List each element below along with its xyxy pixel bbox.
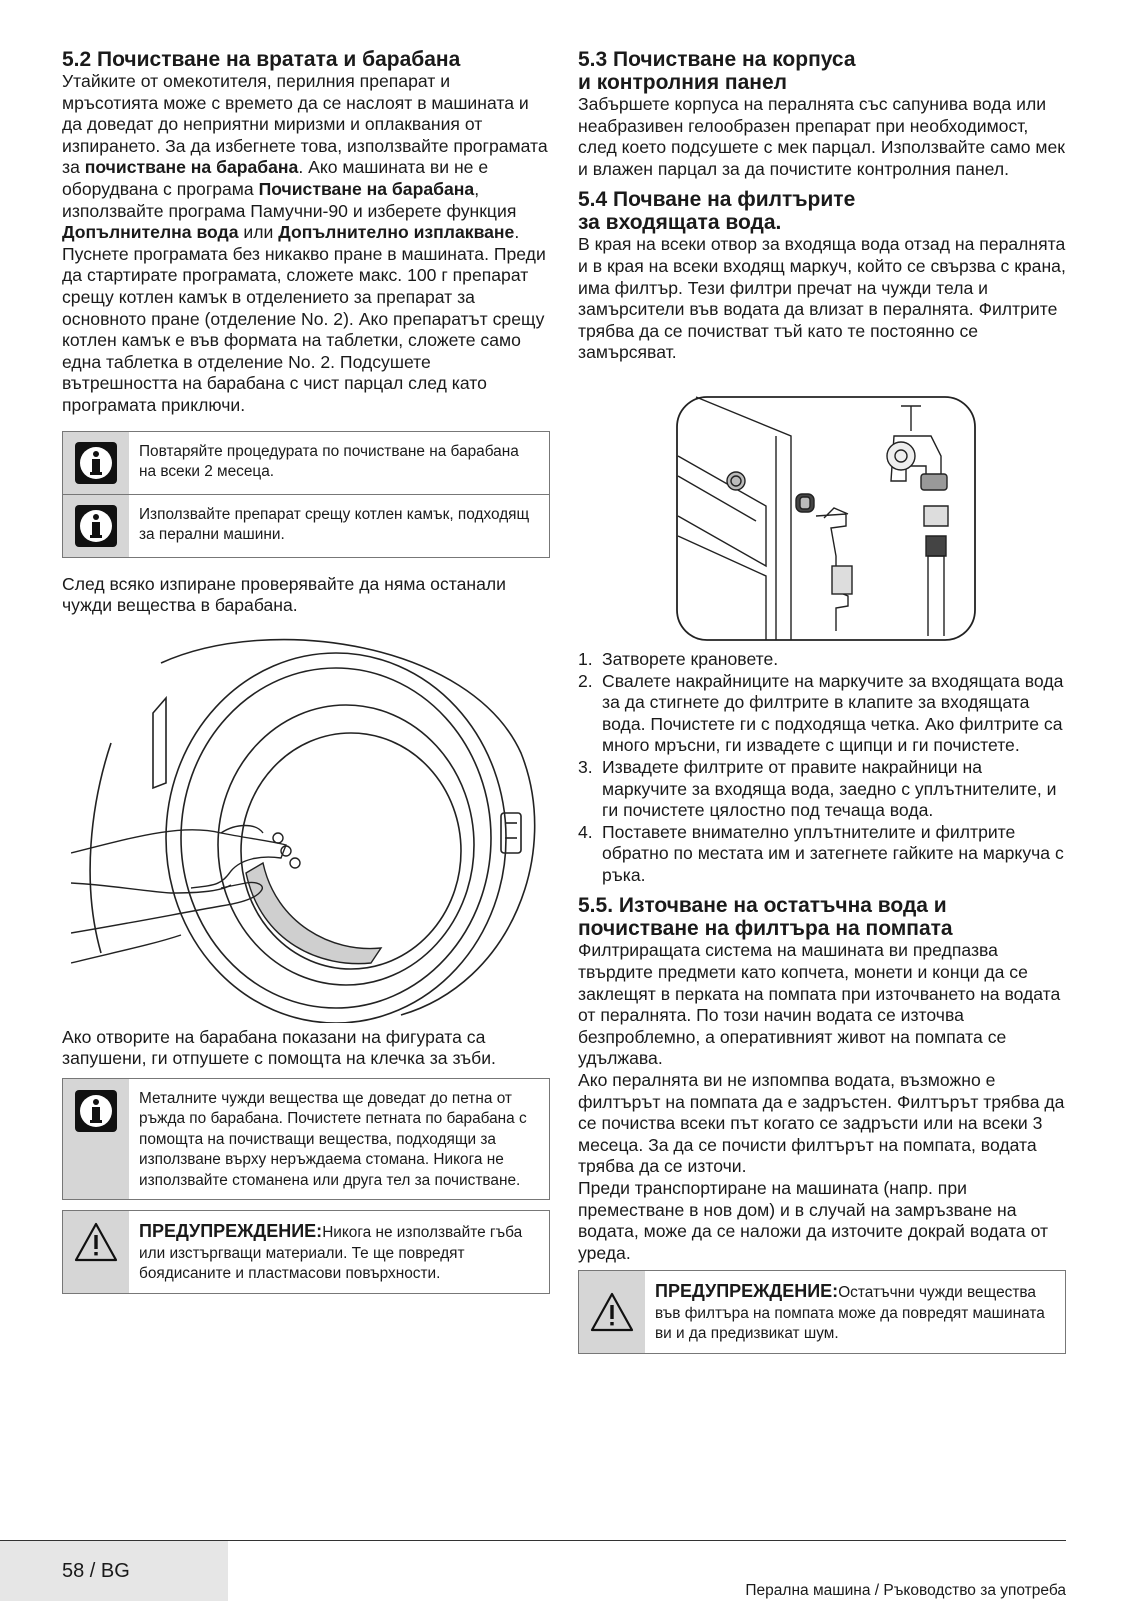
warning-note-1	[62, 1210, 550, 1294]
section-5-5-heading: 5.5. Източване на остатъчна вода и почистване на филтъра на помпата	[578, 894, 953, 941]
footer-page-box	[0, 1541, 228, 1601]
section-5-3-text: Забършете корпуса на пералнята със сапунива вода или неабразивен гелообразен препарат при необходимост, след което подсушете с мек парцал. Използвайте само мек и влажен парцал за да почистите контролния панел.	[578, 94, 1066, 179]
inlet-filter-steps	[578, 649, 1066, 887]
inlet-filter-illustration	[676, 396, 976, 641]
section-5-5-text-2: Ако пералнята ви не изпомпва водата, възможно е филтърът на помпата да е задръстен. Филтърът трябва да се почиства всеки път когато се задръсти или на всеки 3 месеца. За да се почисти филтърът на помпата, водата трябва да се източи.	[578, 1070, 1065, 1177]
section-5-4-heading: 5.4 Почване на филтърите за входящата вода.	[578, 188, 856, 235]
list-item: 4. Поставете внимателно уплътнителите и филтрите обратно по местата им и затегнете гайките на маркуча с ръка.	[578, 821, 1064, 885]
warning-1-text: Никога не използвайте гъба или изстъргващи материали. Те ще повредят боядисаните и пластмасови повърхности.	[139, 1224, 523, 1283]
drum-holes-text: Ако отворите на барабана показани на фигурата са запушени, ги отпушете с помощта на клечка за зъби.	[62, 1026, 496, 1069]
right-column	[578, 48, 1066, 1354]
list-item: 2. Свалете накрайниците на маркучите за входящата вода за да стигнете до филтрите в клапите за входящата вода. Почистете ги с подходяща четка. Ако филтрите са много мръсни, ги извадете с щипци и ги почистете.	[578, 670, 1064, 756]
info-note-3	[62, 1078, 550, 1201]
warning-2-text: Остатъчни чужди вещества във филтъра на помпата може да повредят машината ви и да предизвикат шум.	[655, 1284, 1045, 1343]
left-column	[62, 48, 550, 1294]
page-number: 58 / BG	[62, 1559, 130, 1582]
warning-1-title: ПРЕДУПРЕЖДЕНИЕ:	[139, 1221, 323, 1242]
warning-note-2	[578, 1270, 1066, 1354]
info-icon	[74, 504, 118, 548]
section-5-4-text: В края на всеки отвор за входяща вода отзад на пералнята и в края на всеки входящ маркуч, който се свързва с крана, има филтър. Тези филтри пречат на чужди тела и замърсители във водата да влизат в пералнята. Филтрите трябва да се почистват тъй като те постоянно се замърсяват.	[578, 234, 1066, 363]
info-icon	[74, 441, 118, 485]
section-5-2-heading: 5.2 Почистване на вратата и барабана	[62, 48, 461, 71]
info-note-2-text: Използвайте препарат срещу котлен камък, подходящ за перални машини.	[139, 505, 530, 543]
warning-2-title: ПРЕДУПРЕЖДЕНИЕ:	[655, 1281, 839, 1302]
warning-triangle-icon	[589, 1291, 635, 1333]
list-item: 3. Извадете филтрите от правите накрайници на маркучите за входяща вода, заедно с уплътнителите, и ги почистете цялостно под течаща вода.	[578, 756, 1057, 821]
info-note-1	[62, 431, 550, 495]
info-note-3-text: Металните чужди вещества ще доведат до петна от ръжда по барабана. Почистете петната по барабана с помощта на почистващи вещества, подходящи за използване върху неръждаема стомана. Никога не използвайте стоманена или друга тел за почистване.	[139, 1089, 527, 1189]
warning-triangle-icon	[73, 1221, 119, 1263]
after-rinse-text: След всяко изпиране проверявайте да няма останали чужди вещества в барабана.	[62, 573, 506, 616]
info-note-1-text: Повтаряйте процедурата по почистване на барабана на всеки 2 месеца.	[139, 442, 519, 480]
drum-cleaning-illustration	[71, 623, 541, 1023]
section-5-2-text: Утайките от омекотителя, перилния препарат и мръсотията може с времето да се наслоят в машината и да доведат до неприятни миризми и оплаквания от изпирането. За да избегнете това, използвайте програмата за почистване на барабана. Ако машината ви не е оборудвана с програма Почистване на барабана, използвайте програма Памучни-90 и изберете функция Допълнителна вода или Допълнително изплакване. Пуснете програмата без никакво пране в машината. Преди да стартирате програмата, сложете макс. 100 г препарат срещу котлен камък в отделението за препарат за основното пране (отделение No. 2). Ако препаратът срещу котлен камък е във формата на таблетки, сложете само една таблетка в отделение No. 2. Подсушете вътрешността на барабана с чист парцал след като програмата приключи.	[62, 71, 548, 415]
footer-title: Перална машина / Ръководство за употреба	[745, 1582, 1066, 1599]
section-5-5-text-1: Филтриращата система на машината ви предпазва твърдите предмети като копчета, монети и конци да се заклещят в перката на помпата при източването на водата от пералнята. По този начин водата се източва безпроблемно, а оперативният живот на помпата се удължава.	[578, 940, 1061, 1069]
info-note-2	[62, 495, 550, 558]
info-icon	[74, 1089, 118, 1133]
section-5-5-text-3: Преди транспортиране на машината (напр. при преместване в нов дом) и в случай на замръзване на водата, може да се наложи да източите докрай водата от уреда.	[578, 1178, 1049, 1263]
list-item: 1. Затворете крановете.	[578, 648, 779, 669]
section-5-3-heading: 5.3 Почистване на корпуса и контролния панел	[578, 48, 856, 94]
